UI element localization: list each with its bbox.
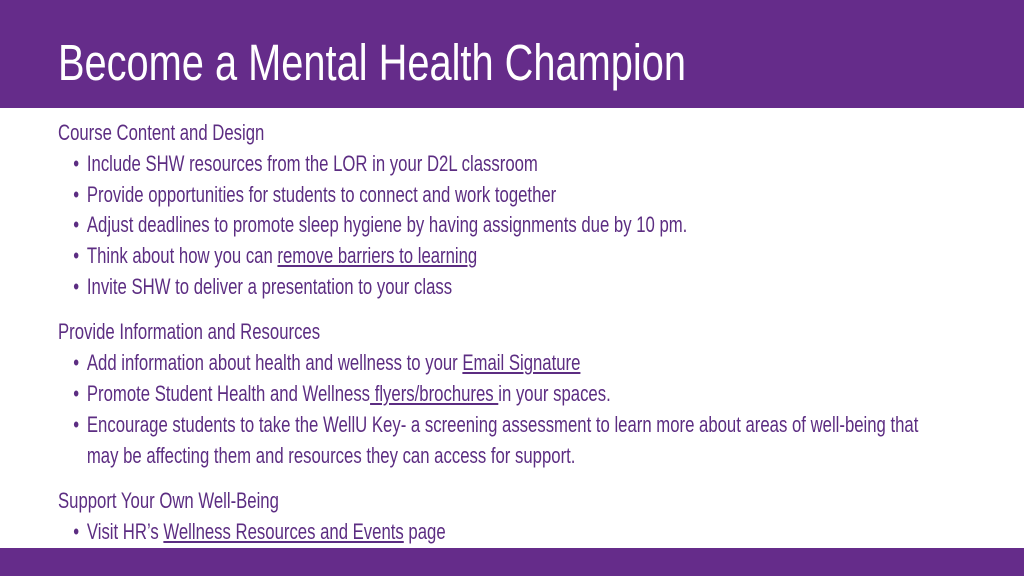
bullet-icon: • [73, 151, 80, 176]
bullet-icon: • [73, 182, 80, 207]
wellness-resources-link[interactable]: Wellness Resources and Events [163, 519, 404, 544]
footer-bar [0, 548, 1024, 576]
bullet-icon: • [73, 412, 80, 437]
bullet-icon: • [73, 243, 80, 268]
section-heading-provide-info: Provide Information and Resources [58, 319, 321, 344]
section-heading-support-well-being: Support Your Own Well-Being [58, 488, 279, 513]
bullet-icon: • [73, 519, 80, 544]
bullet-icon: • [73, 381, 80, 406]
header-bar [0, 0, 1024, 108]
flyers-brochures-link[interactable]: flyers/brochures [370, 381, 499, 406]
email-signature-link[interactable]: Email Signature [462, 350, 581, 375]
section-heading-course-content: Course Content and Design [58, 120, 265, 145]
remove-barriers-link[interactable]: remove barriers to learning [277, 243, 478, 268]
page-title: Become a Mental Health Champion [58, 34, 686, 91]
bullet-icon: • [73, 350, 80, 375]
bullet-icon: • [73, 212, 80, 237]
bullet-icon: • [73, 274, 80, 299]
